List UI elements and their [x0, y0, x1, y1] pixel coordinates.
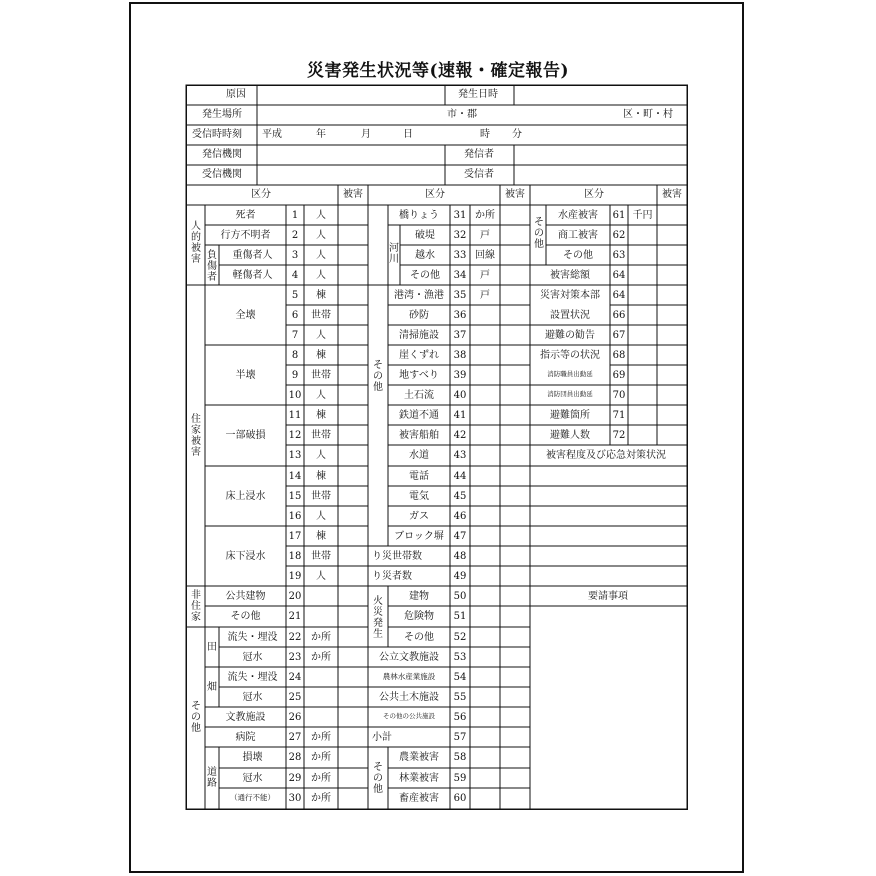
left-row-unit: か所: [311, 752, 331, 763]
mid-row-number: 48: [453, 551, 467, 562]
right-row-label: 設置状況: [550, 310, 590, 321]
receiving-org-label: 受信機関: [202, 169, 242, 180]
left-row-label: 冠水: [242, 652, 263, 663]
mid-row-label: 砂防: [409, 310, 429, 321]
left-row-label: 病院: [235, 732, 256, 743]
left-row-unit: 人: [316, 390, 326, 401]
left-row-number: 30: [288, 793, 302, 804]
left-row-number: 20: [288, 591, 302, 602]
day-label: 日: [403, 129, 413, 140]
left-row-unit: 人: [316, 210, 326, 221]
mid-row-label: 農林水産業施設: [382, 672, 436, 681]
mid-row-label: 建物: [409, 591, 429, 602]
mid-row-label: 地すべり: [399, 370, 439, 381]
left-row-number: 12: [288, 430, 302, 441]
right-row-label: 消防職員出動延: [547, 370, 593, 378]
left-row-unit: 世帯: [311, 310, 331, 321]
left-row-number: 8: [291, 350, 299, 361]
mid-row-number: 58: [453, 752, 467, 763]
left-row-label: 軽傷者人: [232, 270, 273, 281]
left-row-number: 24: [288, 672, 302, 683]
mid-row-number: 44: [453, 471, 467, 482]
left-row-unit: 人: [316, 250, 326, 261]
received-datetime-label: 受信時時刻: [192, 129, 242, 140]
mid-row-label: その他の公共施設: [383, 712, 435, 720]
left-row-label: その他: [230, 611, 261, 622]
right-row-label: その他: [563, 250, 593, 261]
left-row-unit: 世帯: [311, 430, 331, 441]
right-row-number: 72: [612, 430, 626, 441]
left-row-number: 10: [288, 390, 302, 401]
left-row-label: 一部破損: [225, 430, 266, 441]
mid-row-label: り災世帯数: [372, 551, 422, 562]
left-row-label: （通行不能）: [230, 793, 275, 802]
left-row-unit: 人: [316, 270, 326, 281]
group-other-right: その他: [534, 217, 544, 250]
left-row-number: 23: [288, 652, 302, 663]
right-row-number: 67: [612, 330, 626, 341]
mid-row-unit: か所: [475, 210, 495, 221]
mid-row-label: 崖くずれ: [399, 350, 439, 361]
left-row-number: 3: [291, 250, 299, 261]
group-other-bottom: その他: [373, 762, 383, 795]
left-row-number: 4: [291, 270, 299, 281]
left-row-number: 22: [288, 632, 302, 643]
left-row-label: 流失・埋没: [227, 672, 278, 683]
left-row-number: 17: [288, 531, 302, 542]
mid-row-label: 危険物: [404, 611, 434, 622]
minute-label: 分: [512, 129, 522, 140]
mid-row-label: 公共土木施設: [379, 692, 439, 703]
group-human-damage: 人的被害: [191, 221, 201, 265]
mid-row-unit: 戸: [480, 230, 490, 241]
left-row-unit: か所: [311, 652, 331, 663]
left-row-unit: 人: [316, 450, 326, 461]
left-row-unit: 棟: [316, 531, 326, 542]
group-other-left: その他: [191, 701, 201, 734]
col-damage-left: 被害: [343, 189, 363, 200]
left-row-number: 21: [288, 611, 302, 622]
mid-row-number: 59: [453, 773, 467, 784]
right-row-number: 71: [612, 410, 626, 421]
left-row-unit: 人: [316, 230, 326, 241]
mid-row-label: 畜産被害: [399, 793, 439, 804]
left-row-number: 14: [288, 471, 302, 482]
col-category-left: 区分: [251, 189, 271, 200]
col-damage-right: 被害: [662, 189, 682, 200]
ward-town-village-label: 区・町・村: [623, 109, 673, 120]
group-injured: 負傷者: [207, 250, 217, 283]
right-row-label: 避難人数: [550, 430, 590, 441]
right-row-number: 66: [612, 310, 626, 321]
cause-label: 原因: [226, 89, 246, 100]
requests-heading: 要請事項: [588, 591, 628, 602]
mid-row-label: ガス: [409, 511, 429, 522]
mid-row-number: 32: [453, 230, 467, 241]
mid-row-number: 36: [453, 310, 467, 321]
right-row-number: 63: [612, 250, 626, 261]
left-row-number: 15: [288, 491, 302, 502]
right-row-number: 61: [612, 210, 626, 221]
left-row-label: 公共建物: [225, 591, 266, 602]
mid-row-number: 34: [453, 270, 467, 281]
mid-row-number: 39: [453, 370, 467, 381]
mid-row-number: 37: [453, 330, 467, 341]
left-row-label: 流失・埋没: [227, 632, 278, 643]
mid-row-label: 電気: [409, 491, 429, 502]
right-row-number: 69: [612, 370, 626, 381]
right-row-label: 避難の勧告: [545, 330, 595, 341]
left-row-label: 半壊: [235, 370, 256, 381]
left-row-number: 7: [291, 330, 299, 341]
left-row-label: 文教施設: [225, 712, 266, 723]
year-label: 年: [316, 129, 326, 140]
left-row-label: 行方不明者: [220, 230, 271, 241]
left-row-unit: 世帯: [311, 370, 331, 381]
left-row-unit: か所: [311, 632, 331, 643]
left-row-label: 重傷者人: [232, 250, 273, 261]
mid-row-label: 電話: [409, 471, 429, 482]
right-row-unit: 千円: [632, 210, 653, 221]
col-category-mid: 区分: [425, 189, 445, 200]
mid-row-number: 55: [453, 692, 467, 703]
left-row-unit: 世帯: [311, 551, 331, 562]
left-row-number: 29: [288, 773, 302, 784]
mid-row-label: 港湾・漁港: [394, 290, 444, 301]
group-non-housing: 非住家: [191, 590, 201, 623]
left-row-unit: 棟: [316, 471, 326, 482]
left-row-number: 5: [291, 290, 299, 301]
mid-row-number: 41: [453, 410, 467, 421]
left-row-unit: 棟: [316, 290, 326, 301]
mid-row-number: 54: [453, 672, 467, 683]
left-row-label: 冠水: [242, 692, 263, 703]
era-label: 平成: [262, 129, 282, 140]
mid-row-label: 土石流: [404, 390, 434, 401]
mid-row-number: 46: [453, 511, 467, 522]
mid-row-number: 47: [453, 531, 467, 542]
left-row-label: 冠水: [242, 773, 263, 784]
left-row-number: 1: [291, 210, 299, 221]
right-row-number: 64: [612, 290, 626, 301]
mid-row-number: 42: [453, 430, 467, 441]
left-row-number: 6: [291, 310, 299, 321]
left-row-unit: 人: [316, 511, 326, 522]
left-row-number: 18: [288, 551, 302, 562]
mid-row-number: 38: [453, 350, 467, 361]
mid-row-number: 53: [453, 652, 467, 663]
right-row-number: 64: [612, 270, 626, 281]
mid-row-number: 56: [453, 712, 467, 723]
month-label: 月: [361, 129, 371, 140]
mid-row-label: 小計: [372, 732, 392, 743]
mid-row-label: 橋りょう: [399, 210, 439, 221]
right-row-label: 災害対策本部: [540, 290, 600, 301]
city-gun-label: 市・郡: [447, 109, 477, 120]
mid-row-label: り災者数: [372, 571, 412, 582]
mid-row-label: 林業被害: [399, 773, 439, 784]
situation-heading: 被害程度及び応急対策状況: [546, 450, 666, 461]
left-row-unit: か所: [311, 732, 331, 743]
sending-org-label: 発信機関: [202, 149, 242, 160]
mid-row-unit: 回線: [475, 250, 495, 261]
group-road: 道路: [207, 767, 217, 789]
left-row-number: 26: [288, 712, 302, 723]
mid-row-label: 鉄道不通: [399, 410, 439, 421]
left-row-number: 2: [291, 230, 299, 241]
mid-row-number: 52: [453, 632, 467, 643]
left-row-unit: 人: [316, 330, 326, 341]
right-row-label: 商工被害: [558, 230, 598, 241]
receiver-label: 受信者: [464, 169, 494, 180]
mid-row-number: 51: [453, 611, 467, 622]
place-label: 発生場所: [202, 109, 242, 120]
left-row-number: 13: [288, 450, 302, 461]
right-row-label: 避難箇所: [550, 410, 590, 421]
group-fire: 火災発生: [373, 596, 383, 640]
left-row-number: 11: [288, 410, 302, 421]
left-row-number: 27: [288, 732, 302, 743]
group-field: 畑: [207, 682, 217, 693]
left-row-unit: 世帯: [311, 491, 331, 502]
right-row-label: 水産被害: [558, 210, 598, 221]
right-row-number: 62: [612, 230, 626, 241]
mid-row-label: 清掃施設: [399, 330, 439, 341]
mid-row-number: 40: [453, 390, 467, 401]
right-row-label: 被害総額: [550, 270, 590, 281]
mid-row-number: 50: [453, 591, 467, 602]
left-row-unit: 棟: [316, 410, 326, 421]
mid-row-number: 45: [453, 491, 467, 502]
mid-row-label: その他: [404, 632, 434, 643]
left-row-unit: 棟: [316, 350, 326, 361]
group-other-mid: その他: [373, 360, 383, 393]
mid-row-number: 43: [453, 450, 467, 461]
right-row-label: 指示等の状況: [540, 350, 600, 361]
left-row-unit: か所: [311, 773, 331, 784]
group-paddy: 田: [207, 642, 217, 653]
mid-row-label: 被害船舶: [399, 430, 439, 441]
col-category-right: 区分: [584, 189, 604, 200]
group-river: 河川: [389, 243, 399, 265]
left-row-label: 死者: [235, 210, 256, 221]
left-row-label: 床下浸水: [225, 551, 266, 562]
mid-row-unit: 戸: [480, 290, 490, 301]
left-row-number: 19: [288, 571, 302, 582]
hour-label: 時: [480, 129, 490, 140]
left-row-unit: か所: [311, 793, 331, 804]
right-row-label: 消防団員出動延: [547, 390, 593, 398]
form-title: 災害発生状況等(速報・確定報告): [306, 61, 570, 81]
left-row-label: 床上浸水: [225, 491, 266, 502]
left-row-number: 16: [288, 511, 302, 522]
mid-row-number: 31: [453, 210, 467, 221]
left-row-number: 28: [288, 752, 302, 763]
mid-row-label: 越水: [415, 250, 435, 261]
mid-row-label: その他: [410, 270, 440, 281]
right-row-number: 70: [612, 390, 626, 401]
sender-label: 発信者: [464, 149, 494, 160]
left-row-label: 損壊: [242, 752, 263, 763]
group-housing-damage: 住家被害: [191, 414, 201, 458]
mid-row-number: 33: [453, 250, 467, 261]
mid-row-label: ブロック塀: [394, 531, 444, 542]
left-row-number: 25: [288, 692, 302, 703]
left-row-label: 全壊: [235, 310, 256, 321]
mid-row-label: 水道: [409, 450, 429, 461]
mid-row-label: 破堤: [415, 230, 435, 241]
mid-row-label: 農業被害: [399, 752, 439, 763]
occurrence-datetime-label: 発生日時: [458, 89, 498, 100]
mid-row-number: 35: [453, 290, 467, 301]
mid-row-number: 57: [453, 732, 467, 743]
col-damage-mid: 被害: [505, 189, 525, 200]
mid-row-unit: 戸: [480, 270, 490, 281]
mid-row-number: 60: [453, 793, 467, 804]
mid-row-number: 49: [453, 571, 467, 582]
right-row-number: 68: [612, 350, 626, 361]
mid-row-label: 公立文教施設: [379, 652, 439, 663]
left-row-unit: 人: [316, 571, 326, 582]
left-row-number: 9: [291, 370, 299, 381]
